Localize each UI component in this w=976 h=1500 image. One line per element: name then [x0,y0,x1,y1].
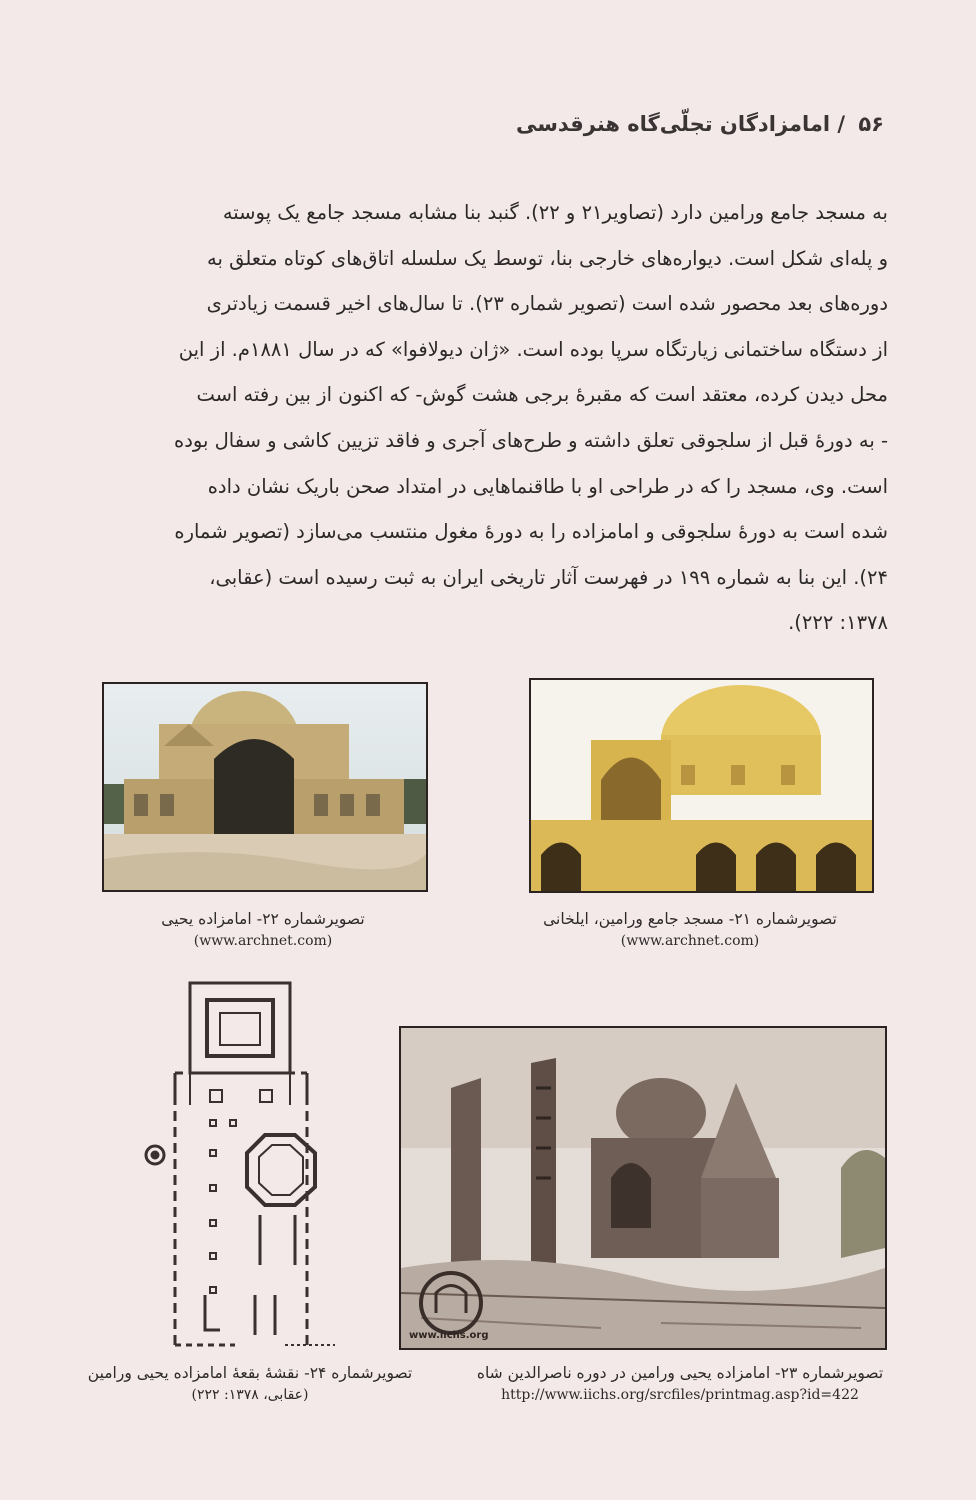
body-line: شده است به دورهٔ سلجوقی و امامزاده را به دورهٔ مغول منتسب می‌سازد (تصویر شماره [174,520,888,544]
photo-varamin-mosque [529,678,874,893]
body-line: محل دیدن کرده، معتقد است که مقبرهٔ برجی هشت گوش- که اکنون از بین رفته است [196,383,888,407]
page-number: ۵۶ [858,112,884,136]
body-line: ۲۴). این بنا به شماره ۱۹۹ در فهرست آثار تاریخی ایران به ثبت رسیده است (عقابی، [209,565,888,589]
body-line: و پله‌ای شکل است. دیواره‌های خارجی بنا، توسط یک سلسله اتاق‌های کوتاه متعلق به [207,246,888,270]
caption-fig23-source: http://www.iichs.org/srcfiles/printmag.asp?id=422 [501,1387,859,1403]
body-line: به مسجد جامع ورامین دارد (تصاویر۲۱ و ۲۲). گنبد بنا مشابه مسجد جامع یک پوسته [222,201,888,224]
caption-fig21-title: تصویرشماره ۲۱- مسجد جامع ورامین، ایلخانی [543,910,837,928]
caption-fig24-source: (عقابی، ۱۳۷۸: ۲۲۲) [191,1387,309,1403]
book-title: امامزادگان تجلّی‌گاه هنرقدسی [515,112,831,136]
body-line: است. وی، مسجد را که در طراحی او با طاقنماهایی در امتداد صحن باریک نشان داده [207,474,888,498]
caption-fig22 [102,908,424,952]
caption-fig21-source: (www.archnet.com) [620,933,760,949]
engraving-imamzadeh-yahya [399,1026,887,1350]
engraving-watermark: www.iichs.org [409,1330,489,1341]
caption-fig23 [440,1362,920,1406]
photo-imamzadeh-yahya [102,682,428,892]
floor-plan-drawing [135,975,365,1350]
body-line: دوره‌های بعد محصور شده است (تصویر شماره ۲۳). تا سال‌های اخیر قسمت زیادتری [206,292,888,316]
body-text [72,190,888,646]
body-line: - به دورهٔ قبل از سلجوقی تعلق داشته و طرح‌های آجری و فاقد تزیین کاشی و سفال بوده [174,428,888,452]
header-separator: / [837,112,846,136]
caption-fig22-title: تصویرشماره ۲۲- امامزاده یحیی [161,910,365,928]
caption-fig21 [500,908,880,952]
caption-fig24 [60,1362,440,1406]
body-line: از دستگاه ساختمانی زیارتگاه سرپا بوده است. «ژان دیولافوا» که در سال ۱۸۸۱م. از این [178,337,888,361]
caption-fig24-title: تصویرشماره ۲۴- نقشهٔ بقعهٔ امامزاده یحیی ورامین [87,1364,413,1382]
page-header [284,112,884,136]
caption-fig22-source: (www.archnet.com) [193,933,333,949]
body-line: ۱۳۷۸: ۲۲۲). [788,611,888,635]
caption-fig23-title: تصویرشماره ۲۳- امامزاده یحیی ورامین در دوره ناصرالدین شاه [476,1364,884,1382]
